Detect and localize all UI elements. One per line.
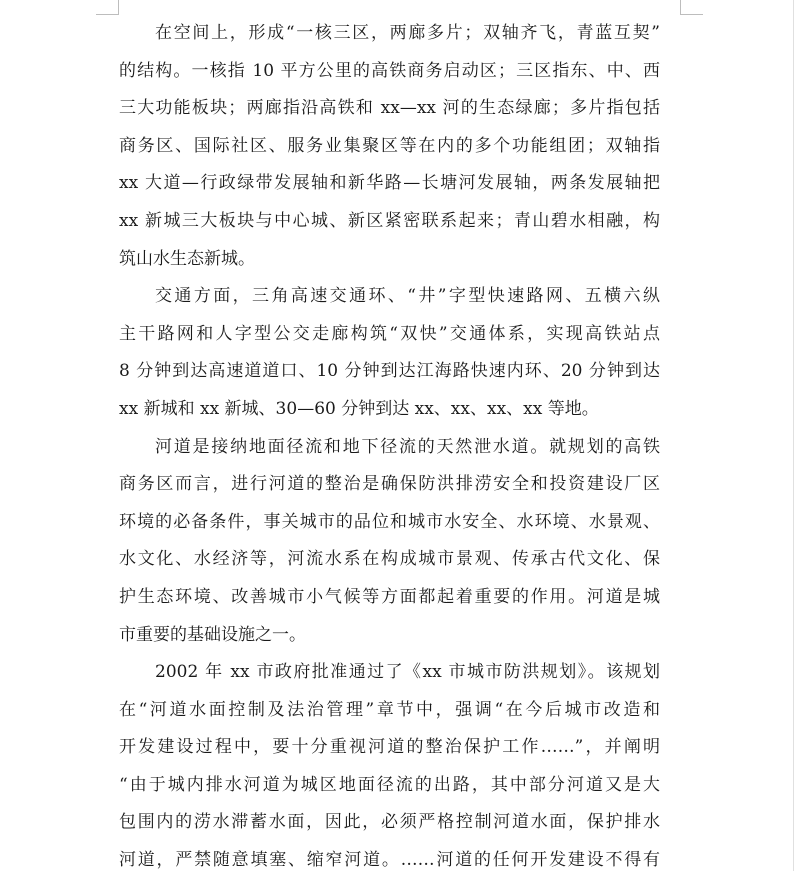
text-line: 8 分钟到达高速道道口、10 分钟到达江海路快速内环、20 分钟到达 (119, 361, 660, 382)
text-line: xx 新城三大板块与中心城、新区紧密联系起来；青山碧水相融，构 (119, 210, 660, 231)
text-line: 水文化、水经济等，河流水系在构成城市景观、传承古代文化、保 (119, 549, 660, 570)
text-line: 包围内的涝水滞蓄水面，因此，必须严格控制河道水面，保护排水 (119, 812, 660, 833)
text-line: 商务区而言，进行河道的整治是确保防洪排涝安全和投资建设厂区 (119, 474, 660, 495)
paragraph-transportation (119, 278, 660, 428)
text-line: 环境的必备条件，事关城市的品位和城市水安全、水环境、水景观、 (119, 511, 660, 532)
text-line: 2002 年 xx 市政府批准通过了《xx 市城市防洪规划》。该规划 (155, 662, 660, 683)
text-line: 三大功能板块；两廊指沿高铁和 xx—xx 河的生态绿廊；多片指包括 (119, 98, 660, 119)
paragraph-river-channels (119, 429, 660, 655)
text-line: 商务区、国际社区、服务业集聚区等在内的多个功能组团；双轴指 (119, 135, 660, 156)
text-line: 河道是接纳地面径流和地下径流的天然泄水道。就规划的高铁 (155, 436, 660, 457)
text-line: 市重要的基础设施之一。 (119, 624, 306, 645)
text-line: 在空间上，形成“一核三区，两廊多片；双轴齐飞，青蓝互契” (155, 23, 660, 43)
margin-corner-mark-left (96, 0, 119, 15)
text-line: 主干路网和人字型公交走廊构筑“双快”交通体系，实现高铁站点 (119, 323, 660, 344)
text-line: xx 大道—行政绿带发展轴和新华路—长塘河发展轴，两条发展轴把 (119, 173, 660, 194)
text-line: 交通方面，三角高速交通环、“井”字型快速路网、五横六纵 (155, 286, 660, 307)
text-line: “由于城内排水河道为城区地面径流的出路，其中部分河道又是大 (119, 774, 660, 795)
text-line: 筑山水生态新城。 (119, 248, 255, 269)
text-line: 河道，严禁随意填塞、缩窄河道。……河道的任何开发建设不得有 (119, 850, 660, 871)
document-body[interactable] (119, 15, 660, 871)
text-line: 开发建设过程中，要十分重视河道的整治保护工作……”，并阐明 (119, 737, 660, 758)
margin-corner-mark-right (680, 0, 703, 15)
text-line: 护生态环境、改善城市小气候等方面都起着重要的作用。河道是城 (119, 586, 660, 607)
paragraph-flood-control-plan (119, 654, 660, 871)
text-line: 的结构。一核指 10 平方公里的高铁商务启动区；三区指东、中、西 (119, 60, 660, 81)
text-line: 在“河道水面控制及法治管理”章节中，强调“在今后城市改造和 (119, 699, 660, 720)
text-line: xx 新城和 xx 新城、30—60 分钟到达 xx、xx、xx、xx 等地。 (119, 398, 599, 419)
paragraph-spatial-structure (119, 15, 660, 278)
